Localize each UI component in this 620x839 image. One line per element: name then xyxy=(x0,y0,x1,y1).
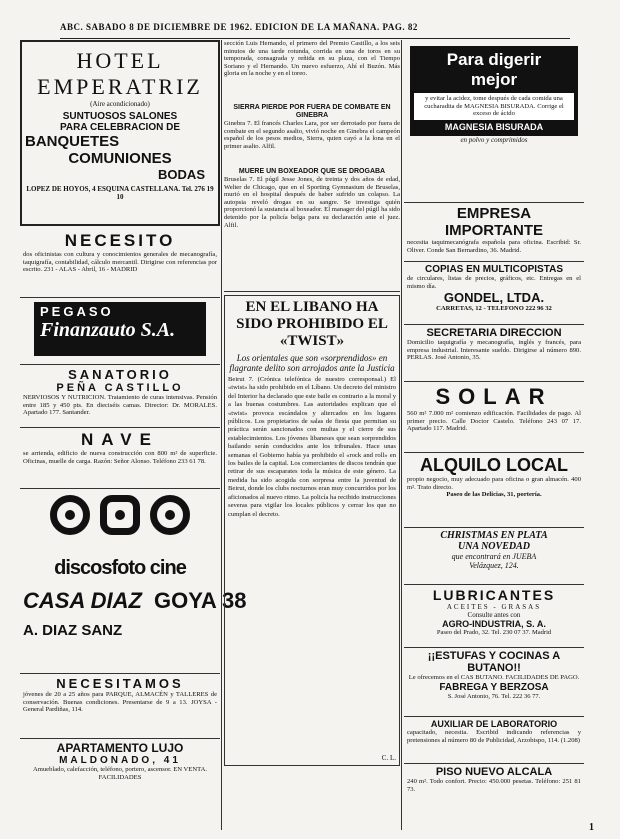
hotel-line: PARA CELEBRACION DE xyxy=(59,122,180,133)
ad-body: jóvenes de 20 a 25 años para PARQUE, ALMACÉN y TALLERES de conservación. Buenas condiciones. Presentarse de 9 a 13. JOYSA - General Pardiñas, 114. xyxy=(23,691,217,714)
solar-ad xyxy=(404,382,584,453)
column-rule xyxy=(401,40,402,830)
ad-brand: FABREGA Y BERZOSA xyxy=(439,681,549,693)
ad-title: SANATORIO xyxy=(68,367,172,382)
secretaria-ad xyxy=(404,325,584,382)
ad-subtitle: MALDONADO, 41 xyxy=(59,755,181,766)
twist-article xyxy=(224,295,400,766)
ad-title: LUBRICANTES xyxy=(432,587,556,603)
article-body: Ginebra 7. El francés Charles Lara, por ser derrotado por fuera de combate en el segundo asalto, vivió noche en Ginebra el campeón español de los pesos medios, Sierra, quien cayó a la lona en el primer asalto. Alfil. xyxy=(224,120,400,150)
digest-brand: MAGNESIA BISURADA xyxy=(444,121,544,132)
ad-subtitle: PEÑA CASTILLO xyxy=(56,382,184,394)
ad-brand: AGRO-INDUSTRIA, S. A. xyxy=(442,619,546,629)
sanatorio-ad xyxy=(20,365,220,428)
article-signoff: C. L. xyxy=(381,754,396,762)
auxiliar-ad xyxy=(404,717,584,764)
necesito-ad xyxy=(20,229,220,298)
digest-banner xyxy=(410,46,578,136)
ad-body: necesita taquimecanógrafa española para oficina. Escribid: Sr. Oliver. Conde San Bernardino, 36. Madrid. xyxy=(407,239,581,254)
digest-line: mejor xyxy=(470,70,518,89)
ad-title: NAVE xyxy=(81,430,159,449)
hotel-address: LOPEZ DE HOYOS, 4 ESQUINA CASTELLANA. Tel. 276 19 10 xyxy=(26,185,214,201)
christmas-line: CHRISTMAS EN PLATA xyxy=(440,530,548,541)
finanzauto-logo: Finanzauto S.A. xyxy=(40,319,176,341)
gondel-address: CARRETAS, 12 - TELEFONO 222 96 32 xyxy=(436,305,552,313)
ad-title: APARTAMENTO LUJO xyxy=(56,741,184,755)
disc-icon xyxy=(50,495,90,535)
article-continuation: sección Luis Hernando, el primero del Premio Castillo, a los seis minutos de una tarde rotunda, corrida en una de toros en su temporada, consagrada y reñida en su plaza, con el Tiempo Soriano y el Hernando. Un nuevo esfuerzo, Ahí el Buzón. Más gloria en la noche y en el toreo. xyxy=(224,40,400,78)
hotel-name: HOTEL EMPERATRIZ xyxy=(37,48,203,99)
ad-body: Domicilio taquigrafía y mecanografía, inglés y francés, para empresa industrial. Interesante sueldo. Dirigirse al número 890. PERLAS. José Antonio, 35. xyxy=(407,339,581,362)
lubricantes-ad xyxy=(404,585,584,648)
column-left xyxy=(20,40,247,803)
christmas-line: que encontrará en JUEBA xyxy=(451,552,537,561)
column-middle xyxy=(224,40,400,766)
ad-address: Paseo del Prado, 32. Tel. 230 07 37. Madrid xyxy=(436,629,552,636)
digest-body: y evitar la acidez, tome después de cada comida una cucharadita de MAGNESIA BISURADA. Corrige el exceso de ácido xyxy=(414,93,574,120)
digest-ad xyxy=(404,40,584,203)
article-headline: SIERRA PIERDE POR FUERA DE COMBATE EN GINEBRA xyxy=(233,104,391,119)
hotel-line: BODAS xyxy=(158,167,205,182)
shop-address: GOYA 38 xyxy=(153,588,247,613)
film-reel-icon xyxy=(150,495,190,535)
pegaso-title: PEGASO xyxy=(40,304,114,319)
hotel-line: BANQUETES xyxy=(25,133,120,150)
copias-ad xyxy=(404,262,584,325)
ad-title: ¡¡ESTUFAS Y COCINAS A BUTANO!! xyxy=(427,650,561,674)
ad-body: se arrienda, edificio de nueva construcción con 800 m² de superficie. Oficinas, muelle de carga. Razón: Señor Alonso. Teléfono 233 61 78. xyxy=(23,450,217,465)
alquilo-ad xyxy=(404,453,584,528)
piso-ad xyxy=(404,764,584,804)
ad-title: SOLAR xyxy=(435,384,553,409)
gondel-name: GONDEL, LTDA. xyxy=(443,290,545,306)
twist-deck: Los orientales que son «sorprendidos» en flagrante delito son arrojados ante la Justicia xyxy=(229,353,395,373)
article-headline: MUERE UN BOXEADOR QUE SE DROGABA xyxy=(238,168,386,175)
ad-body: de circulares, listas de precios, gráficos, etc. Entregas en el mismo día. xyxy=(407,275,581,290)
ad-body: propio negocio, muy adecuado para oficina o gran almacén. 400 m². Trato directo. xyxy=(407,476,581,491)
hotel-sub: (Aire acondicionado) xyxy=(90,100,150,108)
page-number: 1 xyxy=(589,822,594,833)
ad-title: NECESITAMOS xyxy=(56,676,184,691)
ad-body: Amueblado, calefacción, teléfono, portero, ascensor. EN VENTA. FACILIDADES xyxy=(32,766,208,781)
ad-body: capacitado, necesita. Escribid indicando referencias y pretensiones al número 80 de Publicidad, Arzobispo, 114. (1.208) xyxy=(407,729,581,744)
apartamento-ad xyxy=(20,739,220,803)
ad-title: ALQUILO LOCAL xyxy=(420,455,568,475)
ad-body: Consulte antes con xyxy=(467,611,521,619)
necesitamos-ad xyxy=(20,674,220,739)
ad-title: EMPRESA IMPORTANTE xyxy=(444,205,544,239)
ad-title: PISO NUEVO ALCALA xyxy=(435,766,553,778)
twist-body: Beirut 7. (Crónica telefónica de nuestro corresponsal.) El «twist» ha sido prohibido en el Líbano. Un decreto del ministro del Interior ha declarado que este baile es contrario a la moral y a las buenas costumbres. Las autoridades explican que el «twist» provoca escándalos y altercados en los lugares públicos. Los propietarios de salas de fiesta que permitan su práctica serán sancionados con multas y el cierre de sus establecimientos. Los jóvenes libaneses que sean sorprendidos bailando serán conducidos ante los tribunales. Hace unas semanas el Gobierno había ya prohibido el «rock and roll» en los bailes de la capital. Los comerciantes de discos tendrán que retirar de sus escaparates toda la música de este género. La medida ha sido acogida con sorpresa entre la juventud de Beirut, donde los clubs nocturnos eran muy concurridos por los aficionados al nuevo ritmo. La policía ha recibido instrucciones severas para vigilar los locales públicos y cerrar los que no cumplan el decreto. xyxy=(228,376,396,518)
camera-icon xyxy=(100,495,140,535)
christmas-line: UNA NOVEDAD xyxy=(458,541,530,552)
column-right xyxy=(404,40,584,804)
column-rule xyxy=(221,40,222,830)
ad-body: NERVIOSOS Y NUTRICION. Tratamiento de curas intensivas. Pensión entre 185 y 450 pts. En dieciséis camas. Director: Dr. MORALES. Apartado 177. Santander. xyxy=(23,394,217,417)
digest-line: Para digerir xyxy=(446,50,542,69)
ad-address: Paseo de las Delicias, 31, portería. xyxy=(446,491,542,499)
shop-name: CASA DIAZ xyxy=(23,588,142,613)
disco-logo xyxy=(23,495,217,557)
ad-address: S. José Antonio, 76. Tel. 222 36 77. xyxy=(447,692,541,700)
empresa-ad xyxy=(404,203,584,262)
christmas-line: Velázquez, 124. xyxy=(469,561,519,570)
hotel-line: COMUNIONES xyxy=(68,150,172,167)
ad-body: 560 m² 7.000 m² comienzo edificación. Facilidades de pago. Al primer precio. Calle Doctor Castelo. Teléfono 243 07 17. Apartado 117. Madrid. xyxy=(407,410,581,433)
shop-owner: A. DIAZ SANZ xyxy=(23,622,123,639)
nave-ad xyxy=(20,428,220,489)
disco-brand: discosfoto cine xyxy=(54,557,186,579)
hotel-line: SUNTUOSOS SALONES xyxy=(62,111,178,122)
digest-footer: en polvo y comprimidos xyxy=(460,135,528,144)
ad-title: NECESITO xyxy=(64,231,176,250)
pegaso-ad xyxy=(20,298,220,365)
estufas-ad xyxy=(404,648,584,717)
ad-title: COPIAS EN MULTICOPISTAS xyxy=(425,264,563,275)
christmas-ad xyxy=(404,528,584,585)
article-body: Bruselas 7. El púgil Jesse Jones, de treinta y dos años de edad, Welter de Chicago, que en el Sporting Gymnasium de Bruselas, murió en el hospital después de haber sufrido un colapso. La autopsia reveló drogas en su sangre. Se investiga quién proporcionó la sustancia al boxeador. El manager del púgil ha sido detenido por la policía belga para su declaración ante el juez. Alfil. xyxy=(224,176,400,292)
ad-title: AUXILIAR DE LABORATORIO xyxy=(430,719,558,729)
twist-headline: EN EL LIBANO HA SIDO PROHIBIDO EL «TWIST» xyxy=(236,299,388,349)
ad-subtitle: ACEITES - GRASAS xyxy=(446,603,542,611)
ad-title: SECRETARIA DIRECCION xyxy=(426,327,562,339)
ad-body: dos oficinistas con cultura y conocimientos generales de mecanografía, taquigrafía, contabilidad, cálculo mercantil. Dirigirse con referencias por escrito. 231 - ALAS - Abril, 16 - MADRID xyxy=(23,251,217,274)
ad-body: Le ofrecemos en el CAS BUTANO. FACILIDADES DE PAGO. xyxy=(408,674,580,681)
casa-diaz-ad xyxy=(20,489,247,674)
hotel-ad xyxy=(20,40,220,226)
ad-body: 240 m². Todo confort. Precio: 450.000 pesetas. Teléfono: 251 81 73. xyxy=(407,778,581,793)
page-header: ABC. SABADO 8 DE DICIEMBRE DE 1962. EDICION DE LA MAÑANA. PAG. 82 xyxy=(60,22,570,39)
